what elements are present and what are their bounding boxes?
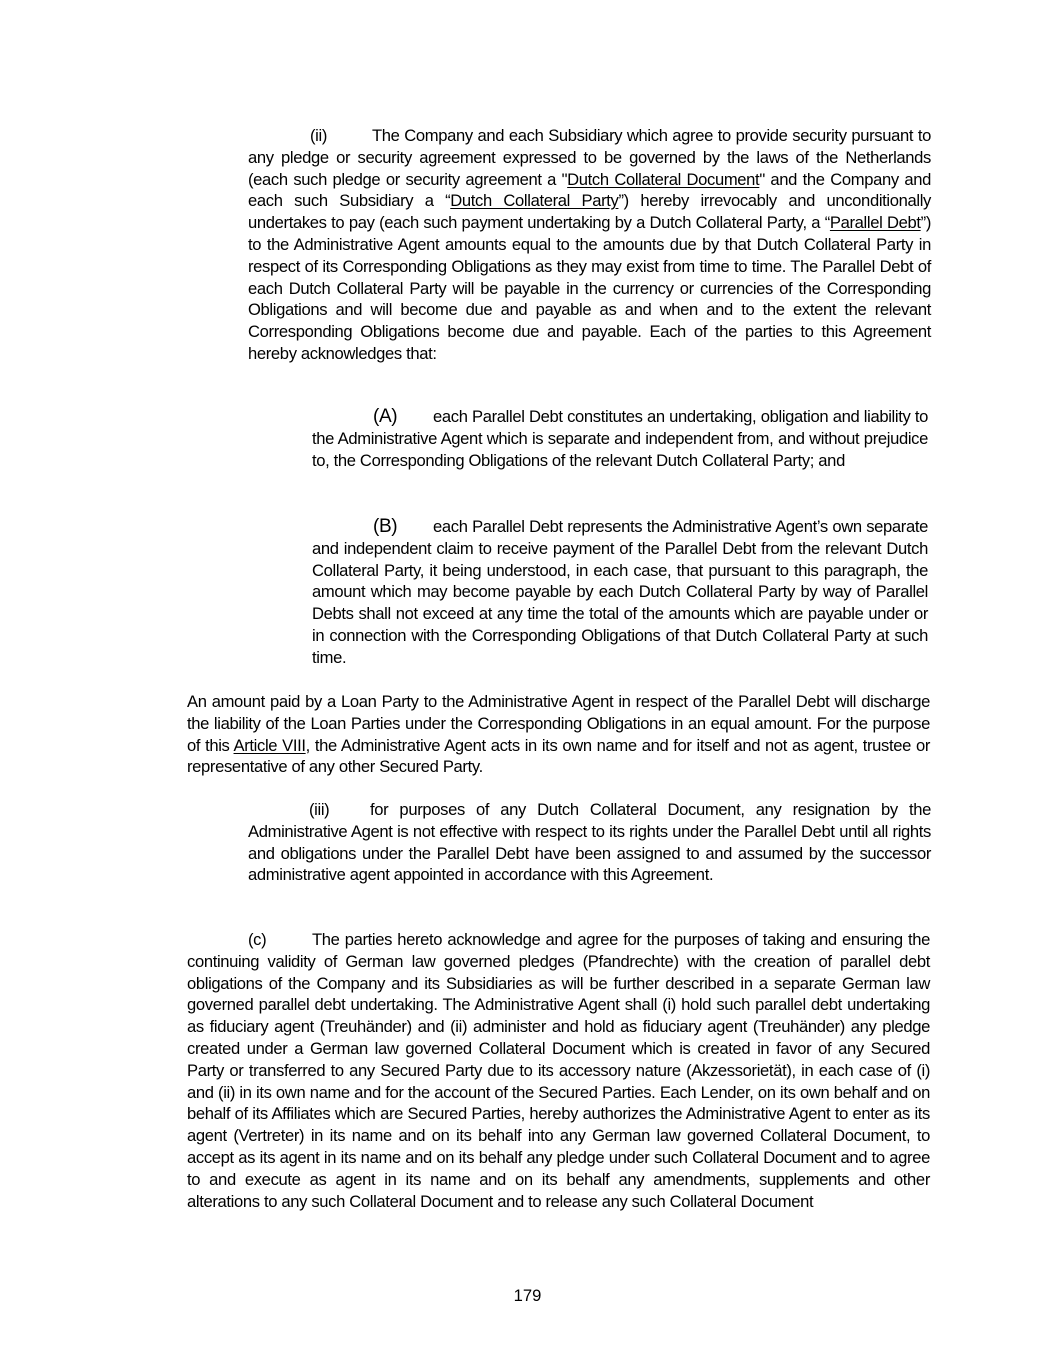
page-number: 179 [513, 1286, 542, 1305]
german-term: Pfandrechte [587, 951, 674, 971]
paragraph-A: (A) each Parallel Debt constitutes an undertaking, obligation and liability to the Administrative Agent which is separate and independent from, and without prejudice to, the Corresponding Obligations of the relevant Dutch Collateral Party; and [312, 406, 928, 470]
german-term: Treuhänder [324, 1017, 407, 1037]
clause-number: (c) [248, 930, 267, 949]
defined-term-dutch-collateral-party: Dutch Collateral Party [450, 191, 619, 211]
defined-term-dutch-collateral-document: Dutch Collateral Document [567, 169, 760, 189]
paragraph-B: (B) each Parallel Debt represents the Administrative Agent’s own separate and independent claim to receive payment of the Parallel Debt from the relevant Dutch Collateral Party, it being understood, in each case, that pursuant to this paragraph, the amount which may become payable by each Dutch Collateral Party by way of Parallel Debts shall not exceed at any time the total of the amounts which are payable under or in connection with the Corresponding Obligations of that Dutch Collateral Party at such time. [312, 516, 928, 667]
article-reference: Article VIII [233, 735, 306, 755]
clause-number: (A) [373, 406, 398, 427]
paragraph-c: (c) The parties hereto acknowledge and agree for the purposes of taking and ensuring the continuing validity of German law governed pledges (Pfandrechte) with the creation of parallel debt obligations of the Company and its Subsidiaries as will be further described in a separate German law governed parallel debt undertaking. The Administrative Agent shall (i) hold such parallel debt undertaking as fiduciary agent (Treuhänder) and (ii) administer and hold as fiduciary agent (Treuhänder) any pledge created under a German law governed Collateral Document which is created in favor of any Secured Party or transferred to any Secured Party due to its accessory nature (Akzessorietät), in each case of (i) and (ii) in its own name and for the account of the Secured Parties. Each Lender, on its own behalf and on behalf of its Affiliates which are Secured Parties, hereby authorizes the Administrative Agent to enter as its agent (Vertreter) in its name and on its behalf into any German law governed Collateral Document, to accept as its agent in its name and on its behalf any pledge under such Collateral Document and to agree to and execute as agent in its name and on its behalf any amendments, supplements and other alterations to any such Collateral Document and to release any such Collateral Document [187, 930, 931, 1211]
german-term: Akzessorietät [691, 1060, 787, 1080]
paragraph-amount-paid: An amount paid by a Loan Party to the Administrative Agent in respect of the Parallel Debt will discharge the liability of the Loan Parties under the Corresponding Obligations in an equal amount. For the purpose of this Article VIII, the Administrative Agent acts in its own name and for itself and not as agent, trustee or representative of any other Secured Party. [187, 692, 930, 777]
clause-number: (ii) [310, 126, 328, 145]
german-term: Treuhänder [758, 1017, 840, 1037]
paragraph-ii: (ii) The Company and each Subsidiary which agree to provide security pursuant to any pledge or security agreement expressed to be governed by the laws of the Netherlands (each such pledge or security agreement a "Dutch Collateral Document" and the Company and each such Subsidiary a “Dutch Collateral Party”) hereby irrevocably and unconditionally undertakes to pay (each such payment undertaking by a Dutch Collateral Party, a “Parallel Debt”) to the Administrative Agent amounts equal to the amounts due by that Dutch Collateral Party in respect of its Corresponding Obligations as they may exist from time to time. The Parallel Debt of each Dutch Collateral Party will be payable in the currency or currencies of the Corresponding Obligations and will become due and payable as and when and to the extent the relevant Corresponding Obligations become due and payable. Each of the parties to this Agreement hereby acknowledges that: [248, 126, 932, 363]
clause-number: (B) [373, 516, 398, 537]
clause-number: (iii) [309, 800, 330, 819]
defined-term-parallel-debt: Parallel Debt [829, 213, 921, 233]
german-term: Vertreter [238, 1126, 300, 1146]
paragraph-iii: (iii) for purposes of any Dutch Collateral Document, any resignation by the Administrative Agent is not effective with respect to its rights under the Parallel Debt until all rights and obligations under the Parallel Debt have been assigned to and assumed by the successor administrative agent appointed in accordance with this Agreement. [248, 800, 931, 885]
